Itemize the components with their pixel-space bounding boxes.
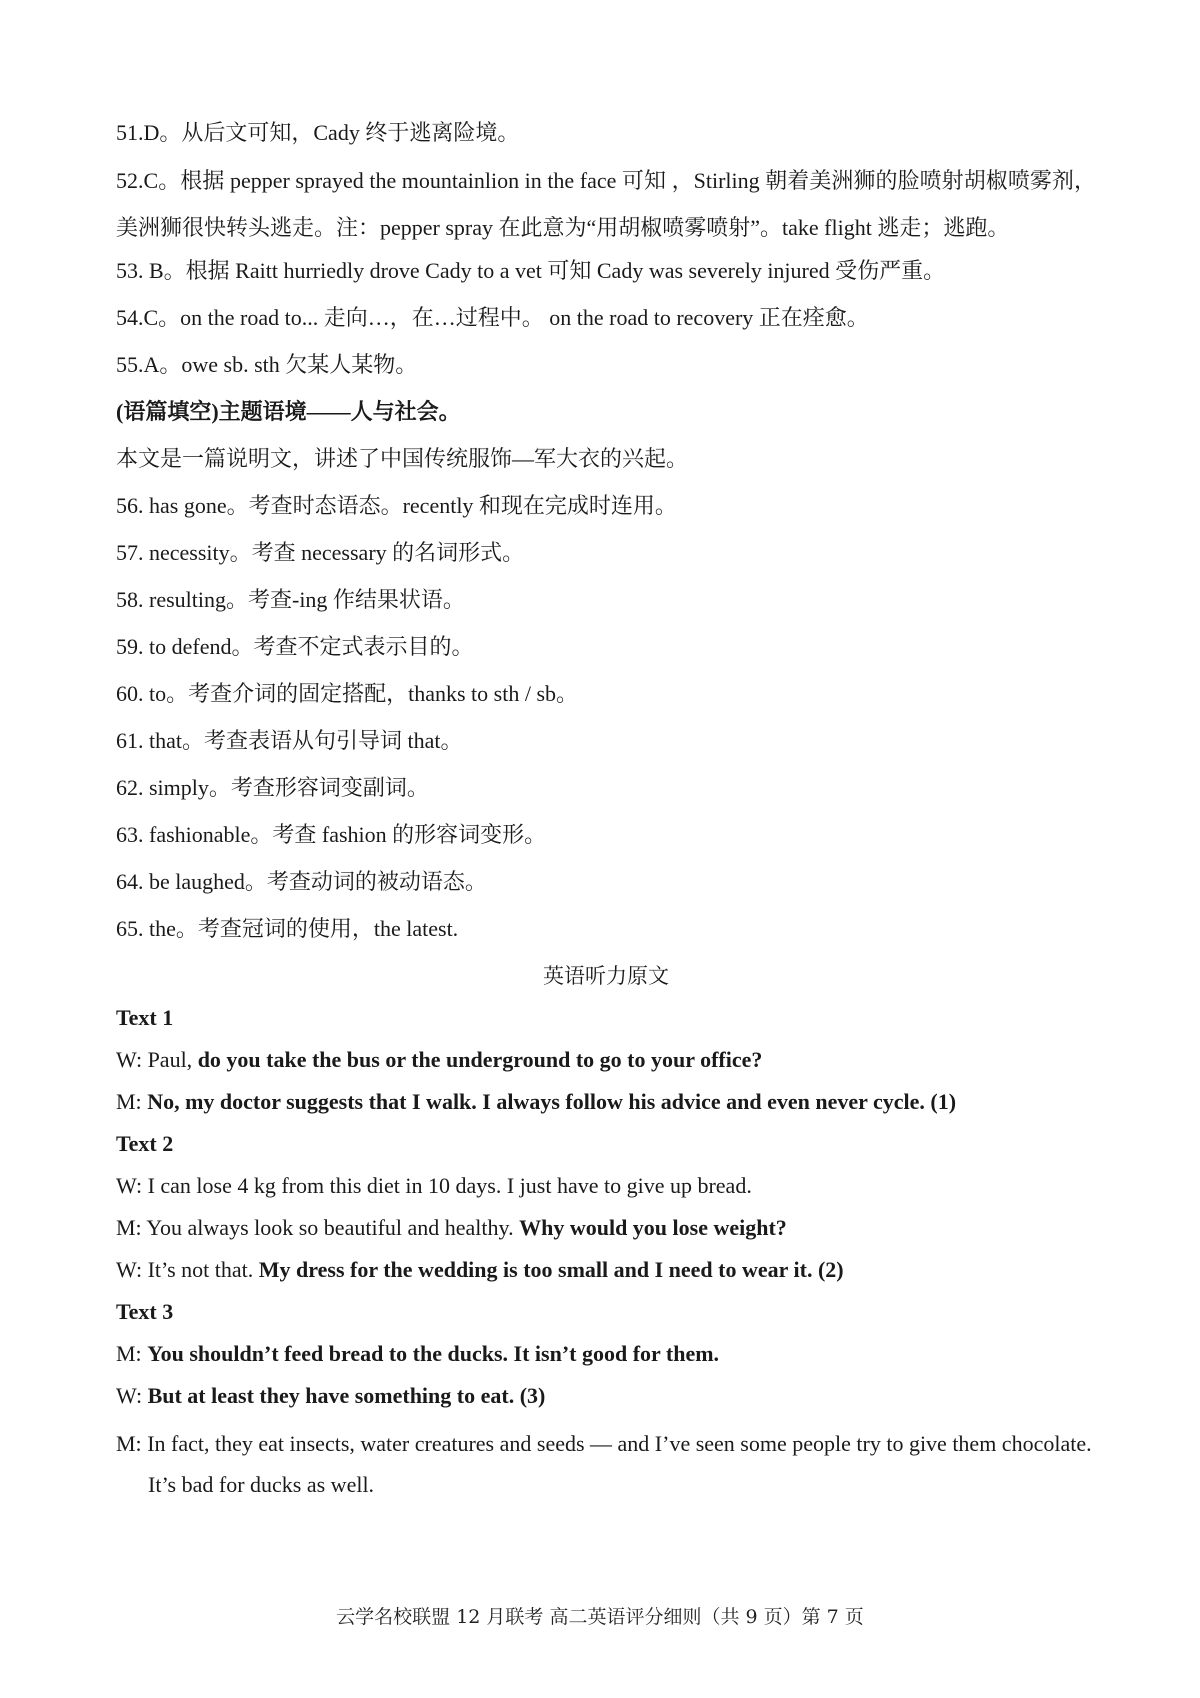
text-1-title: Text 1 [116, 1005, 174, 1030]
dialogue-line [116, 1339, 1096, 1369]
section-heading: (语篇填空)主题语境——人与社会。 [116, 399, 461, 424]
plain-text: Paul, [147, 1047, 198, 1072]
answer-54: 54.C。on the road to... 走向…，在…过程中。 on the road to recovery 正在痊愈。 [116, 305, 869, 330]
dialogue-line [116, 1171, 1096, 1201]
speaker-label: W: [116, 1173, 148, 1198]
answer-62: 62. simply。考查形容词变副词。 [116, 775, 429, 800]
dialogue-line [116, 1381, 1096, 1411]
speaker-label: W: [116, 1383, 148, 1408]
answer-63: 63. fashionable。考查 fashion 的形容词变形。 [116, 822, 547, 847]
key-sentence: Why would you lose weight? [519, 1215, 787, 1240]
answer-59: 59. to defend。考查不定式表示目的。 [116, 634, 474, 659]
answer-60: 60. to。考查介词的固定搭配，thanks to sth / sb。 [116, 681, 579, 706]
text-2-title: Text 2 [116, 1131, 174, 1156]
key-sentence: But at least they have something to eat. (3) [147, 1383, 546, 1408]
answer-51: 51.D。从后文可知，Cady 终于逃离险境。 [116, 120, 520, 145]
section-intro: 本文是一篇说明文，讲述了中国传统服饰—军大衣的兴起。 [116, 446, 689, 471]
speaker-label: W: [116, 1047, 148, 1072]
answer-58: 58. resulting。考查-ing 作结果状语。 [116, 587, 465, 612]
dialogue-line [116, 1045, 1096, 1075]
plain-text: It’s not that. [147, 1257, 259, 1282]
plain-text: You always look so beautiful and healthy. [146, 1215, 520, 1240]
speaker-label: M: [116, 1341, 148, 1366]
answer-53: 53. B。根据 Raitt hurriedly drove Cady to a vet 可知 Cady was severely injured 受伤严重。 [116, 258, 946, 283]
speaker-label: M: [116, 1215, 147, 1240]
document-page [116, 118, 1096, 1505]
answer-56: 56. has gone。考查时态语态。recently 和现在完成时连用。 [116, 493, 677, 518]
key-sentence: No, my doctor suggests that I walk. I always follow his advice and even never cycle. (1) [147, 1089, 957, 1114]
key-sentence: do you take the bus or the underground to go to your office? [197, 1047, 763, 1072]
speaker-label: W: [116, 1257, 148, 1282]
dialogue-line [116, 1087, 1096, 1117]
text-3-title: Text 3 [116, 1299, 174, 1324]
answer-64: 64. be laughed。考查动词的被动语态。 [116, 869, 487, 894]
answer-55: 55.A。owe sb. sth 欠某人某物。 [116, 352, 418, 377]
answer-57: 57. necessity。考查 necessary 的名词形式。 [116, 540, 525, 565]
page-footer: 云学名校联盟 12 月联考 高二英语评分细则（共 9 页）第 7 页 [336, 1606, 864, 1628]
plain-text: I can lose 4 kg from this diet in 10 days. I just have to give up bread. [147, 1173, 752, 1198]
key-sentence: You shouldn’t feed bread to the ducks. It isn’t good for them. [147, 1341, 720, 1366]
listening-title: 英语听力原文 [543, 964, 669, 988]
dialogue-line [116, 1213, 1096, 1243]
dialogue-line [116, 1423, 1096, 1505]
dialogue-line [116, 1255, 1096, 1285]
key-sentence: My dress for the wedding is too small and I need to wear it. (2) [258, 1257, 844, 1282]
plain-text: In fact, they eat insects, water creatures and seeds — and I’ve seen some people try to give them chocolate. It’s bad for ducks as well. [147, 1431, 1092, 1497]
answer-52: 52.C。根据 pepper sprayed the mountainlion in the face 可知 ，Stirling 朝着美洲狮的脸喷射胡椒喷雾剂，美洲狮很快转头逃走。注：pepper spray 在此意为“用胡椒喷雾喷射”。take flight 逃走；逃跑。 [116, 168, 1096, 240]
speaker-label: M: [116, 1089, 148, 1114]
answer-61: 61. that。考查表语从句引导词 that。 [116, 728, 463, 753]
answer-65: 65. the。考查冠词的使用，the latest. [116, 916, 459, 941]
speaker-label: M: [116, 1431, 148, 1456]
